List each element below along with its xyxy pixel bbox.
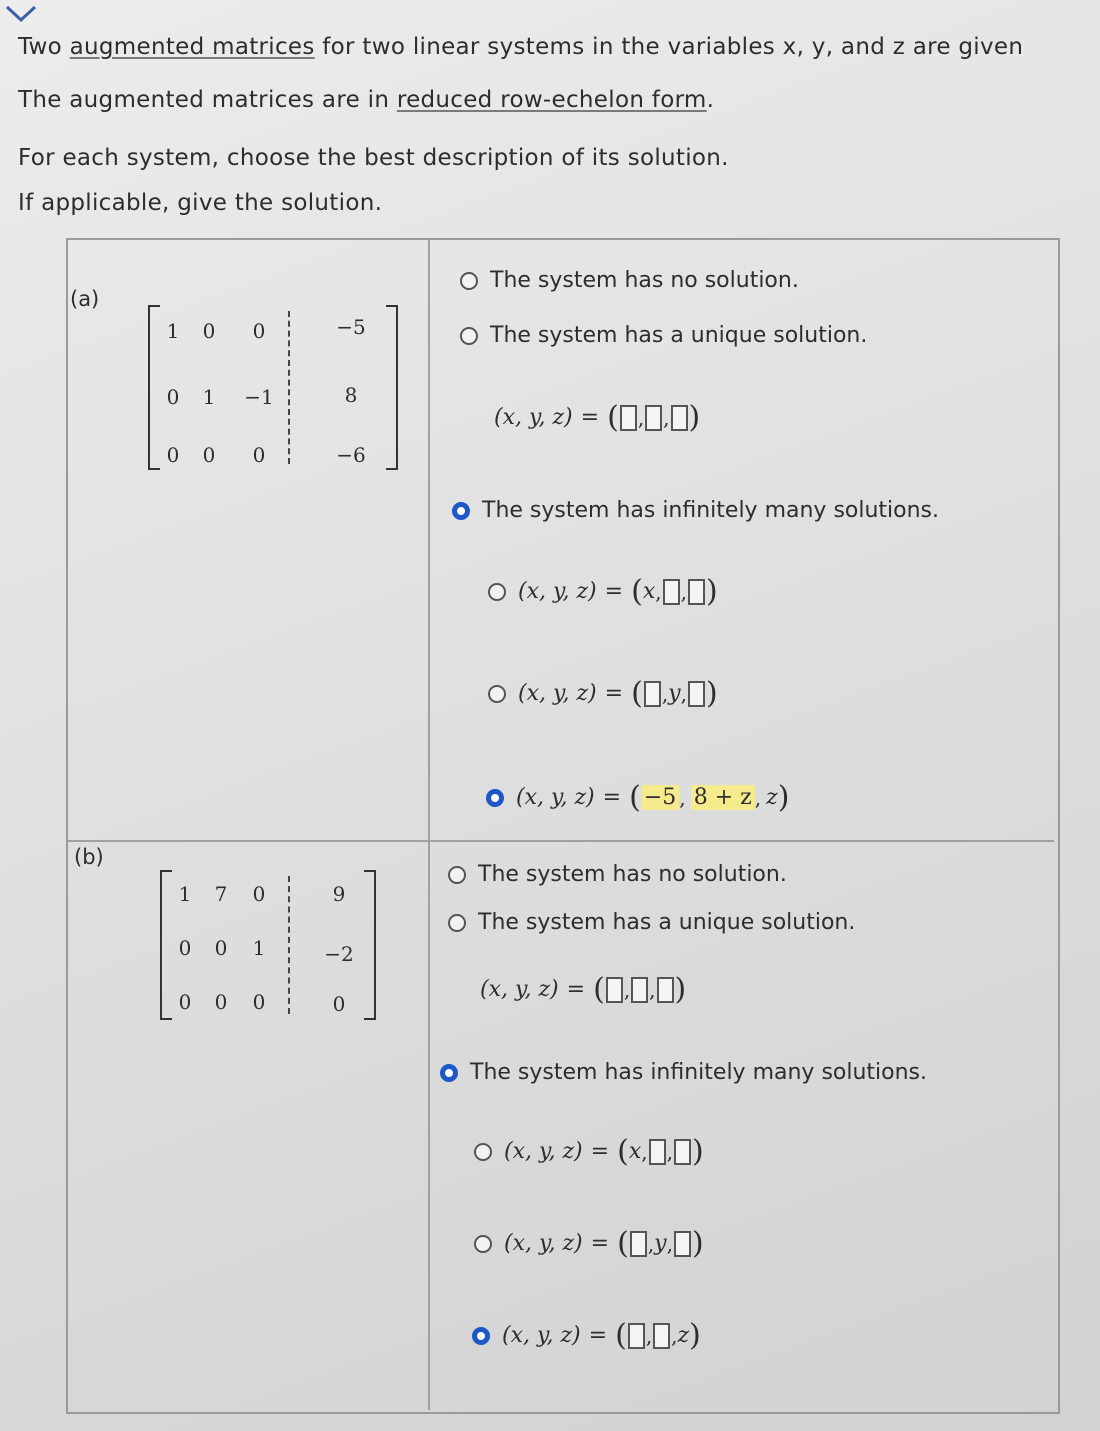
radio-button-selected[interactable]: [452, 502, 470, 520]
option-unique-solution[interactable]: [460, 323, 867, 348]
answer-box-y[interactable]: [663, 579, 680, 605]
matrix-cell: 1: [252, 936, 266, 960]
free-var-y: y: [654, 1231, 667, 1256]
radio-button[interactable]: [448, 866, 466, 884]
radio-button[interactable]: [448, 914, 466, 932]
part-b-matrix: [160, 870, 376, 1020]
equals-sign: =: [588, 1323, 608, 1348]
open-paren: (: [617, 1226, 629, 1261]
comma: ,: [645, 1323, 653, 1348]
free-var-y: y: [668, 681, 681, 706]
option-no-solution[interactable]: [448, 862, 787, 887]
comma: ,: [679, 785, 686, 810]
option-label: The system has a unique solution.: [478, 910, 856, 935]
close-paren: ): [691, 1226, 704, 1261]
matrix-cell: 0: [252, 882, 266, 906]
matrix-cell: 0: [252, 990, 266, 1014]
comma: ,: [666, 1231, 673, 1256]
comma: ,: [637, 405, 645, 430]
tuple-label: (x, y, z): [494, 405, 573, 430]
answer-box-x[interactable]: [606, 977, 623, 1003]
answer-box-x[interactable]: [620, 405, 637, 431]
augment-bar: [288, 311, 290, 464]
right-bracket: [364, 870, 376, 1020]
comma: ,: [641, 1139, 648, 1164]
option-infinite-solutions[interactable]: [452, 498, 939, 523]
matrix-cell: −6: [336, 443, 366, 467]
equals-sign: =: [580, 405, 600, 430]
matrix-cell: 7: [214, 882, 228, 906]
matrix-cell: 0: [332, 992, 346, 1016]
equals-sign: =: [604, 579, 624, 604]
problem-line-3: For each system, choose the best description of its solution.: [18, 145, 729, 171]
comma: ,: [647, 1231, 655, 1256]
matrix-cell: −2: [324, 942, 354, 966]
answer-box-z[interactable]: [671, 405, 688, 431]
option-label: The system has a unique solution.: [490, 323, 868, 348]
rref-link[interactable]: reduced row-echelon form: [396, 87, 707, 113]
unique-solution-template: [494, 400, 700, 435]
answer-box-x[interactable]: [630, 1231, 647, 1257]
matrix-cell: 1: [202, 385, 216, 409]
answer-box-x[interactable]: [628, 1323, 645, 1349]
close-paren: ): [689, 1318, 701, 1353]
comma: ,: [661, 681, 669, 706]
option-label: The system has infinitely many solutions.: [482, 498, 940, 523]
option-label: The system has no solution.: [490, 268, 799, 293]
equals-sign: =: [590, 1139, 610, 1164]
divider: [428, 240, 430, 1410]
matrix-cell: 0: [252, 443, 266, 467]
radio-button[interactable]: [474, 1143, 492, 1161]
augmented-matrices-link[interactable]: augmented matrices: [69, 34, 315, 60]
open-paren: (: [617, 1134, 629, 1169]
matrix-cell: −5: [336, 315, 366, 339]
close-paren: ): [674, 972, 687, 1007]
matrix-cell: 0: [252, 319, 266, 343]
tuple-label: (x, y, z): [518, 579, 597, 604]
close-paren: ): [777, 780, 790, 815]
problem-text: Two: [18, 34, 70, 60]
equals-sign: =: [604, 681, 624, 706]
unique-solution-template: [480, 972, 686, 1007]
form-y-free[interactable]: [474, 1226, 704, 1261]
matrix-cell: 8: [344, 383, 358, 407]
close-paren: ): [691, 1134, 704, 1169]
comma: ,: [663, 405, 670, 430]
problem-text: .: [706, 87, 715, 113]
radio-button-selected[interactable]: [440, 1064, 458, 1082]
matrix-cell: 0: [178, 936, 192, 960]
matrix-cell: 0: [202, 319, 216, 343]
close-paren: ): [705, 676, 718, 711]
form-z-free[interactable]: [472, 1318, 701, 1353]
radio-button[interactable]: [488, 685, 506, 703]
problem-line-2: [18, 87, 714, 113]
answer-box-y[interactable]: [631, 977, 648, 1003]
matrix-cell: 0: [214, 990, 228, 1014]
matrix-cell: −1: [244, 385, 274, 409]
matrix-cell: 1: [166, 319, 180, 343]
free-var-x: x: [628, 1139, 642, 1164]
tuple-label: (x, y, z): [516, 785, 595, 810]
equals-sign: =: [566, 977, 586, 1002]
part-a-matrix: [148, 305, 398, 470]
comma: ,: [671, 1323, 678, 1348]
open-paren: (: [615, 1318, 627, 1353]
comma: ,: [680, 681, 687, 706]
answer-box-z[interactable]: [674, 1139, 691, 1165]
tuple-label: (x, y, z): [504, 1231, 583, 1256]
answer-box-y[interactable]: [653, 1323, 670, 1349]
open-paren: (: [631, 676, 643, 711]
answer-y-filled[interactable]: 8 + z: [691, 785, 755, 810]
matrix-cell: 0: [166, 443, 180, 467]
matrix-cell: 9: [332, 882, 346, 906]
problem-line-1: [18, 34, 1023, 60]
close-paren: ): [688, 400, 701, 435]
form-x-free[interactable]: [488, 574, 718, 609]
augment-bar: [288, 876, 290, 1014]
comma: ,: [655, 579, 662, 604]
matrix-cell: 0: [214, 936, 228, 960]
problem-text: The augmented matrices are in: [18, 87, 397, 113]
answer-x-filled[interactable]: −5: [641, 785, 679, 810]
radio-button[interactable]: [460, 272, 478, 290]
free-var-z: z: [766, 785, 778, 810]
option-no-solution[interactable]: [460, 268, 799, 293]
radio-button[interactable]: [474, 1235, 492, 1253]
comma: ,: [680, 579, 687, 604]
open-paren: (: [629, 780, 641, 815]
matrix-cell: 0: [166, 385, 180, 409]
answer-box-z[interactable]: [657, 977, 674, 1003]
divider: [68, 840, 1054, 842]
tuple-label: (x, y, z): [518, 681, 597, 706]
problem-text: for two linear systems in the variables x, y, and z are given: [314, 34, 1024, 60]
answer-box-z[interactable]: [688, 681, 705, 707]
open-paren: (: [631, 574, 643, 609]
answer-box-z[interactable]: [674, 1231, 691, 1257]
comma: ,: [666, 1139, 673, 1164]
answer-box-y[interactable]: [645, 405, 662, 431]
answer-box-y[interactable]: [649, 1139, 666, 1165]
matrix-cell: 0: [178, 990, 192, 1014]
tuple-label: (x, y, z): [480, 977, 559, 1002]
comma: ,: [623, 977, 631, 1002]
radio-button-selected[interactable]: [486, 789, 504, 807]
matrix-cell: 1: [178, 882, 192, 906]
equals-sign: =: [602, 785, 622, 810]
open-paren: (: [607, 400, 619, 435]
form-z-free[interactable]: [486, 780, 789, 815]
form-x-free[interactable]: [474, 1134, 704, 1169]
part-b-label: (b): [74, 845, 104, 869]
option-label: The system has infinitely many solutions.: [470, 1060, 928, 1085]
chevron-down-icon[interactable]: [4, 4, 38, 24]
option-infinite-solutions[interactable]: [440, 1060, 927, 1085]
option-unique-solution[interactable]: [448, 910, 855, 935]
form-y-free[interactable]: [488, 676, 718, 711]
radio-button[interactable]: [460, 327, 478, 345]
matrix-cell: 0: [202, 443, 216, 467]
answer-box-z[interactable]: [688, 579, 705, 605]
open-paren: (: [593, 972, 605, 1007]
option-label: The system has no solution.: [478, 862, 787, 887]
right-bracket: [386, 305, 398, 470]
radio-button-selected[interactable]: [472, 1327, 490, 1345]
part-a-label: (a): [70, 287, 100, 311]
equals-sign: =: [590, 1231, 610, 1256]
comma: ,: [754, 785, 762, 810]
free-var-z: z: [677, 1323, 690, 1348]
radio-button[interactable]: [488, 583, 506, 601]
answer-box-x[interactable]: [644, 681, 661, 707]
free-var-x: x: [642, 579, 656, 604]
tuple-label: (x, y, z): [502, 1323, 581, 1348]
tuple-label: (x, y, z): [504, 1139, 583, 1164]
problem-line-4: If applicable, give the solution.: [18, 190, 383, 216]
comma: ,: [649, 977, 656, 1002]
close-paren: ): [705, 574, 718, 609]
